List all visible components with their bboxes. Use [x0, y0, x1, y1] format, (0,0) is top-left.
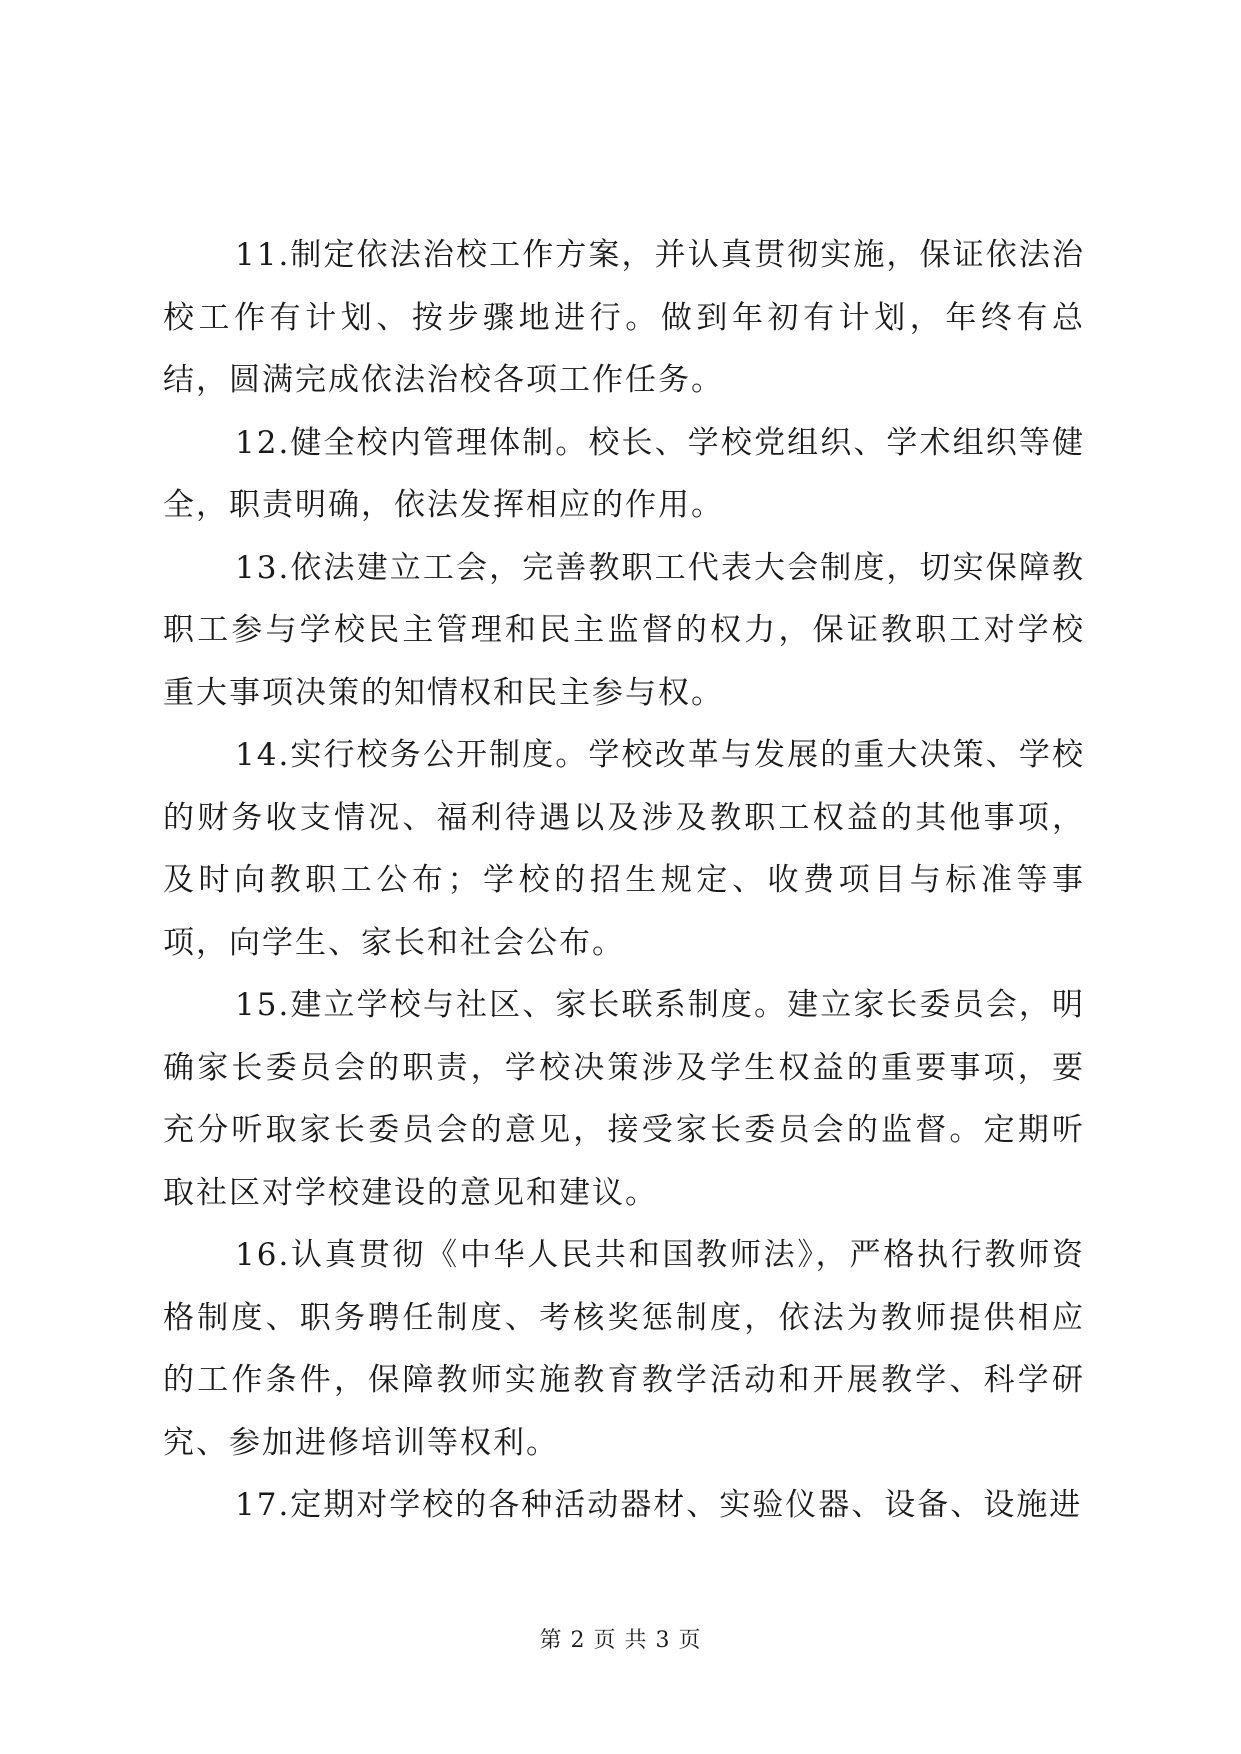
paragraph-14: 14.实行校务公开制度。学校改革与发展的重大决策、学校的财务收支情况、福利待遇以及涉及教职工权益的其他事项，及时向教职工公布；学校的招生规定、收费项目与标准等事项，向学生、家长和社会公布。: [163, 737, 1085, 961]
page-number-label: 第 2 页 共 3 页: [539, 1628, 702, 1653]
document-body: [163, 224, 1085, 1537]
paragraph-11: 11.制定依法治校工作方案，并认真贯彻实施，保证依法治校工作有计划、按步骤地进行。做到年初有计划，年终有总结，圆满完成依法治校各项工作任务。: [163, 237, 1085, 398]
paragraph-16: 16.认真贯彻《中华人民共和国教师法》，严格执行教师资格制度、职务聘任制度、考核奖惩制度，依法为教师提供相应的工作条件，保障教师实施教育教学活动和开展教学、科学研究、参加进修培训等权利。: [163, 1237, 1085, 1461]
paragraph-13: 13.依法建立工会，完善教职工代表大会制度，切实保障教职工参与学校民主管理和民主监督的权力，保证教职工对学校重大事项决策的知情权和民主参与权。: [163, 549, 1085, 711]
paragraph-12: 12.健全校内管理体制。校长、学校党组织、学术组织等健全，职责明确，依法发挥相应的作用。: [163, 424, 1085, 523]
paragraph-17: 17.定期对学校的各种活动器材、实验仪器、设备、设施进: [235, 1487, 1083, 1523]
page-footer: [0, 1623, 1241, 1654]
paragraph-15: 15.建立学校与社区、家长联系制度。建立家长委员会，明确家长委员会的职责，学校决策涉及学生权益的重要事项，要充分听取家长委员会的意见，接受家长委员会的监督。定期听取社区对学校建设的意见和建议。: [163, 987, 1085, 1211]
